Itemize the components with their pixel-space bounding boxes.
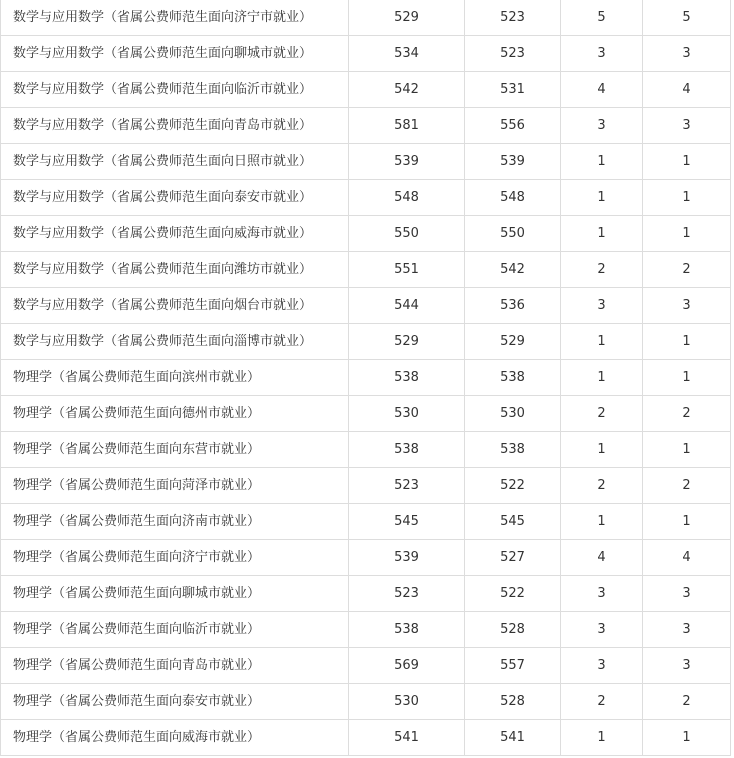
admitted-count-cell: 1 — [643, 144, 731, 180]
table-row — [1, 252, 731, 288]
major-name-cell: 物理学（省属公费师范生面向临沂市就业） — [1, 612, 349, 648]
lowest-score-cell: 556 — [465, 108, 561, 144]
table-row — [1, 396, 731, 432]
major-name-cell: 物理学（省属公费师范生面向泰安市就业） — [1, 684, 349, 720]
highest-score-cell: 541 — [349, 720, 465, 756]
admitted-count-cell: 1 — [643, 432, 731, 468]
admitted-count-cell: 5 — [643, 0, 731, 36]
major-name-cell: 物理学（省属公费师范生面向青岛市就业） — [1, 648, 349, 684]
lowest-score-cell: 548 — [465, 180, 561, 216]
major-name-cell: 数学与应用数学（省属公费师范生面向泰安市就业） — [1, 180, 349, 216]
highest-score-cell: 529 — [349, 324, 465, 360]
lowest-score-cell: 522 — [465, 576, 561, 612]
lowest-score-cell: 523 — [465, 36, 561, 72]
admitted-count-cell: 2 — [643, 684, 731, 720]
major-name-cell: 数学与应用数学（省属公费师范生面向淄博市就业） — [1, 324, 349, 360]
major-name-cell: 数学与应用数学（省属公费师范生面向日照市就业） — [1, 144, 349, 180]
major-name-cell: 物理学（省属公费师范生面向菏泽市就业） — [1, 468, 349, 504]
admitted-count-cell: 2 — [643, 468, 731, 504]
highest-score-cell: 544 — [349, 288, 465, 324]
lowest-score-cell: 545 — [465, 504, 561, 540]
table-row — [1, 216, 731, 252]
highest-score-cell: 534 — [349, 36, 465, 72]
major-name-cell: 物理学（省属公费师范生面向滨州市就业） — [1, 360, 349, 396]
major-name-cell: 数学与应用数学（省属公费师范生面向临沂市就业） — [1, 72, 349, 108]
major-name-cell: 物理学（省属公费师范生面向东营市就业） — [1, 432, 349, 468]
table-row — [1, 576, 731, 612]
major-name-cell: 数学与应用数学（省属公费师范生面向青岛市就业） — [1, 108, 349, 144]
lowest-score-cell: 539 — [465, 144, 561, 180]
table-row — [1, 324, 731, 360]
lowest-score-cell: 538 — [465, 432, 561, 468]
table-row — [1, 648, 731, 684]
plan-count-cell: 2 — [561, 684, 643, 720]
highest-score-cell: 539 — [349, 144, 465, 180]
plan-count-cell: 1 — [561, 720, 643, 756]
admitted-count-cell: 1 — [643, 216, 731, 252]
admitted-count-cell: 2 — [643, 252, 731, 288]
admitted-count-cell: 1 — [643, 180, 731, 216]
lowest-score-cell: 536 — [465, 288, 561, 324]
admitted-count-cell: 1 — [643, 360, 731, 396]
highest-score-cell: 523 — [349, 576, 465, 612]
plan-count-cell: 4 — [561, 540, 643, 576]
admitted-count-cell: 1 — [643, 720, 731, 756]
plan-count-cell: 3 — [561, 108, 643, 144]
highest-score-cell: 542 — [349, 72, 465, 108]
plan-count-cell: 4 — [561, 72, 643, 108]
plan-count-cell: 1 — [561, 504, 643, 540]
table-row — [1, 0, 731, 36]
lowest-score-cell: 538 — [465, 360, 561, 396]
lowest-score-cell: 522 — [465, 468, 561, 504]
table-body — [1, 0, 731, 756]
table-row — [1, 720, 731, 756]
lowest-score-cell: 528 — [465, 684, 561, 720]
lowest-score-cell: 541 — [465, 720, 561, 756]
highest-score-cell: 550 — [349, 216, 465, 252]
plan-count-cell: 3 — [561, 36, 643, 72]
admitted-count-cell: 3 — [643, 36, 731, 72]
admitted-count-cell: 3 — [643, 576, 731, 612]
highest-score-cell: 538 — [349, 612, 465, 648]
plan-count-cell: 3 — [561, 576, 643, 612]
admitted-count-cell: 2 — [643, 396, 731, 432]
table-row — [1, 36, 731, 72]
highest-score-cell: 539 — [349, 540, 465, 576]
plan-count-cell: 2 — [561, 252, 643, 288]
major-name-cell: 物理学（省属公费师范生面向德州市就业） — [1, 396, 349, 432]
lowest-score-cell: 531 — [465, 72, 561, 108]
highest-score-cell: 548 — [349, 180, 465, 216]
highest-score-cell: 538 — [349, 432, 465, 468]
table-row — [1, 432, 731, 468]
plan-count-cell: 2 — [561, 468, 643, 504]
table-row — [1, 612, 731, 648]
table-row — [1, 144, 731, 180]
lowest-score-cell: 542 — [465, 252, 561, 288]
admitted-count-cell: 3 — [643, 108, 731, 144]
highest-score-cell: 529 — [349, 0, 465, 36]
plan-count-cell: 1 — [561, 432, 643, 468]
table-row — [1, 288, 731, 324]
highest-score-cell: 551 — [349, 252, 465, 288]
lowest-score-cell: 550 — [465, 216, 561, 252]
lowest-score-cell: 528 — [465, 612, 561, 648]
table-row — [1, 504, 731, 540]
major-name-cell: 数学与应用数学（省属公费师范生面向聊城市就业） — [1, 36, 349, 72]
plan-count-cell: 1 — [561, 216, 643, 252]
plan-count-cell: 1 — [561, 180, 643, 216]
table-row — [1, 540, 731, 576]
table-row — [1, 72, 731, 108]
table-row — [1, 684, 731, 720]
table-row — [1, 108, 731, 144]
highest-score-cell: 538 — [349, 360, 465, 396]
highest-score-cell: 569 — [349, 648, 465, 684]
lowest-score-cell: 529 — [465, 324, 561, 360]
lowest-score-cell: 527 — [465, 540, 561, 576]
highest-score-cell: 530 — [349, 396, 465, 432]
lowest-score-cell: 557 — [465, 648, 561, 684]
highest-score-cell: 530 — [349, 684, 465, 720]
plan-count-cell: 3 — [561, 612, 643, 648]
highest-score-cell: 523 — [349, 468, 465, 504]
plan-count-cell: 5 — [561, 0, 643, 36]
lowest-score-cell: 523 — [465, 0, 561, 36]
table-row — [1, 180, 731, 216]
major-name-cell: 数学与应用数学（省属公费师范生面向烟台市就业） — [1, 288, 349, 324]
major-name-cell: 物理学（省属公费师范生面向威海市就业） — [1, 720, 349, 756]
admitted-count-cell: 1 — [643, 324, 731, 360]
admitted-count-cell: 3 — [643, 612, 731, 648]
plan-count-cell: 1 — [561, 360, 643, 396]
admitted-count-cell: 3 — [643, 648, 731, 684]
plan-count-cell: 1 — [561, 144, 643, 180]
major-name-cell: 物理学（省属公费师范生面向济宁市就业） — [1, 540, 349, 576]
admitted-count-cell: 4 — [643, 72, 731, 108]
major-name-cell: 数学与应用数学（省属公费师范生面向济宁市就业） — [1, 0, 349, 36]
highest-score-cell: 545 — [349, 504, 465, 540]
admitted-count-cell: 3 — [643, 288, 731, 324]
table-row — [1, 360, 731, 396]
highest-score-cell: 581 — [349, 108, 465, 144]
plan-count-cell: 3 — [561, 288, 643, 324]
plan-count-cell: 1 — [561, 324, 643, 360]
lowest-score-cell: 530 — [465, 396, 561, 432]
major-name-cell: 数学与应用数学（省属公费师范生面向潍坊市就业） — [1, 252, 349, 288]
plan-count-cell: 2 — [561, 396, 643, 432]
plan-count-cell: 3 — [561, 648, 643, 684]
major-name-cell: 数学与应用数学（省属公费师范生面向威海市就业） — [1, 216, 349, 252]
admitted-count-cell: 1 — [643, 504, 731, 540]
major-name-cell: 物理学（省属公费师范生面向聊城市就业） — [1, 576, 349, 612]
table-row — [1, 468, 731, 504]
admitted-count-cell: 4 — [643, 540, 731, 576]
major-name-cell: 物理学（省属公费师范生面向济南市就业） — [1, 504, 349, 540]
